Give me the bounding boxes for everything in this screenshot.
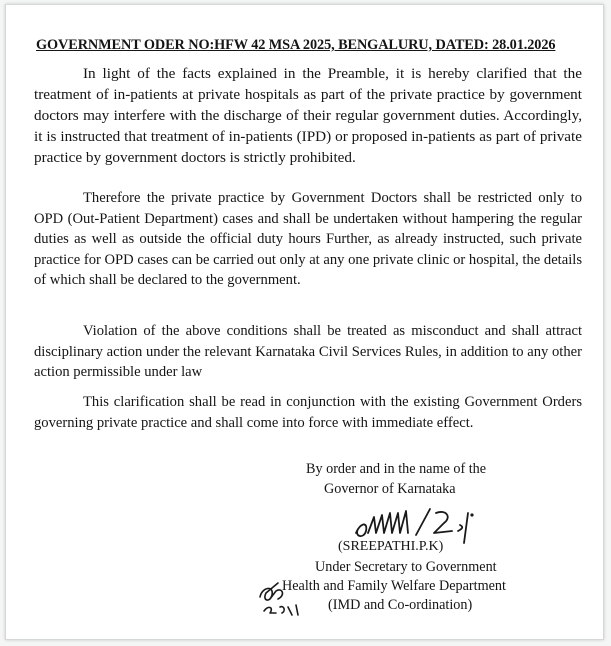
document-page — [5, 4, 604, 640]
initials-icon — [252, 577, 312, 621]
paragraph-violation: Violation of the above conditions shall be treated as misconduct and shall attract disciplinary action under the relevant Karnataka Civil Services Rules, in addition to any other action permissible under law — [34, 323, 582, 380]
governor-line: Governor of Karnataka — [324, 481, 456, 497]
order-title: GOVERNMENT ODER NO:HFW 42 MSA 2025, BENGALURU, DATED: 28.01.2026 — [36, 37, 556, 53]
signatory-division: (IMD and Co-ordination) — [328, 597, 473, 613]
paragraph-opd-restriction: Therefore the private practice by Government Doctors shall be restricted only to OPD (Out-Patient Department) cases and shall be undertaken without hampering the regular duties as well as outside the official duty hours Further, as already instructed, such private practice for OPD cases can be carried out only at any one private clinic or hospital, the details of which shall be declared to the government. — [34, 190, 582, 288]
by-order-line: By order and in the name of the — [306, 461, 487, 477]
signatory-name: (SREEPATHI.P.K) — [338, 539, 444, 554]
paragraph-ipd-prohibition: In light of the facts explained in the Preamble, it is hereby clarified that the treatment of in-patients at private hospitals as part of the private practice by government doctors may interfere with the discharge of their regular government duties. Accordingly, it is instructed that treatment of in-patients (IPD) or proposed in-patients as part of private practice by government doctors is strictly prohibited. — [34, 65, 582, 166]
signatory-designation: Under Secretary to Government — [315, 559, 497, 575]
paragraph-clarification: This clarification shall be read in conjunction with the existing Government Orders governing private practice and shall come into force with immediate effect. — [34, 394, 582, 431]
signatory-department: Health and Family Welfare Department — [282, 578, 506, 594]
